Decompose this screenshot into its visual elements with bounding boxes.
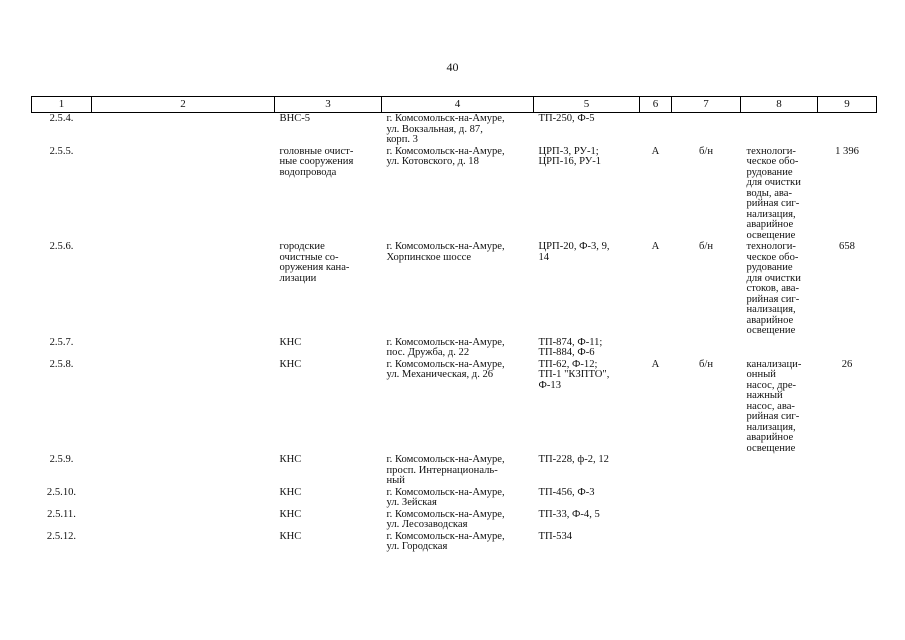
item-number-cell: 2.5.7. bbox=[49, 336, 74, 348]
facility-name-cell: ВНС-5 bbox=[279, 113, 311, 124]
facility-name-cell: городские очистные со- оружения кана- лизации bbox=[279, 241, 350, 284]
column-2-cell bbox=[92, 509, 275, 531]
table-row bbox=[32, 487, 877, 509]
power-source-cell: ЦРП-3, РУ-1; ЦРП-16, РУ-1 bbox=[538, 145, 602, 167]
column-header-7: 7 bbox=[672, 97, 741, 113]
document-cell bbox=[672, 487, 741, 509]
document-cell: б/н bbox=[698, 241, 713, 252]
item-number-cell: 2.5.12. bbox=[46, 530, 77, 542]
table-row bbox=[32, 337, 877, 359]
power-source-cell: ТП-250, Ф-5 bbox=[538, 113, 595, 124]
address-cell: г. Комсомольск-на-Амуре, ул. Зейская bbox=[386, 486, 505, 508]
address-cell: г. Комсомольск-на-Амуре, Хорпинское шоссе bbox=[386, 241, 505, 263]
address-cell: г. Комсомольск-на-Амуре, пос. Дружба, д. 22 bbox=[386, 336, 505, 358]
address-cell: г. Комсомольск-на-Амуре, ул. Котовского, д. 18 bbox=[386, 145, 505, 167]
column-2-cell bbox=[92, 487, 275, 509]
column-header-2: 2 bbox=[92, 97, 275, 113]
load-description-cell bbox=[741, 454, 818, 487]
table-body bbox=[32, 113, 877, 553]
column-header-3: 3 bbox=[275, 97, 382, 113]
column-2-cell bbox=[92, 146, 275, 242]
category-cell bbox=[640, 531, 672, 553]
column-2-cell bbox=[92, 454, 275, 487]
load-description-cell: технологи- ческое обо- рудование для очистки воды, ава- рийная сиг- нализация, аварийное освещение bbox=[746, 145, 801, 241]
power-value-cell: 26 bbox=[841, 358, 853, 370]
facility-name-cell: КНС bbox=[279, 508, 302, 520]
category-cell bbox=[640, 113, 672, 146]
power-value-cell bbox=[818, 337, 877, 359]
table-row bbox=[32, 509, 877, 531]
load-description-cell: канализаци- онный насос, дре- нажный насос, ава- рийная сиг- нализация, аварийное освещение bbox=[746, 358, 802, 454]
facility-name-cell: КНС bbox=[279, 336, 302, 348]
table-row bbox=[32, 454, 877, 487]
document-cell bbox=[672, 531, 741, 553]
power-source-cell: ЦРП-20, Ф-3, 9, 14 bbox=[538, 241, 610, 263]
load-description-cell: технологи- ческое обо- рудование для очистки стоков, ава- рийная сиг- нализация, аварийное освещение bbox=[746, 241, 801, 336]
load-description-cell bbox=[741, 487, 818, 509]
address-cell: г. Комсомольск-на-Амуре, ул. Городская bbox=[386, 530, 505, 552]
power-value-cell: 658 bbox=[839, 241, 855, 252]
column-2-cell bbox=[92, 337, 275, 359]
item-number-cell: 2.5.11. bbox=[47, 508, 76, 520]
address-cell: г. Комсомольск-на-Амуре, ул. Лесозаводская bbox=[386, 508, 505, 530]
power-source-cell: ТП-874, Ф-11; ТП-884, Ф-6 bbox=[538, 336, 603, 358]
category-cell bbox=[640, 509, 672, 531]
column-2-cell bbox=[92, 113, 275, 146]
header-row bbox=[32, 97, 877, 113]
document-cell bbox=[672, 113, 741, 146]
power-source-cell: ТП-33, Ф-4, 5 bbox=[538, 508, 600, 520]
facility-name-cell: КНС bbox=[279, 454, 302, 465]
table-row bbox=[32, 146, 877, 242]
category-cell bbox=[640, 454, 672, 487]
item-number-cell: 2.5.9. bbox=[49, 454, 74, 465]
item-number-cell: 2.5.5. bbox=[49, 145, 74, 157]
category-cell bbox=[640, 337, 672, 359]
load-description-cell bbox=[741, 509, 818, 531]
facilities-table bbox=[31, 96, 877, 553]
table-header bbox=[32, 97, 877, 113]
document-cell: б/н bbox=[698, 145, 713, 157]
column-header-8: 8 bbox=[741, 97, 818, 113]
column-header-6: 6 bbox=[640, 97, 672, 113]
facility-name-cell: КНС bbox=[279, 486, 302, 498]
category-cell: А bbox=[651, 145, 660, 157]
address-cell: г. Комсомольск-на-Амуре, ул. Вокзальная, д. 87, корп. 3 bbox=[386, 113, 505, 145]
power-value-cell bbox=[818, 487, 877, 509]
power-value-cell bbox=[818, 531, 877, 553]
item-number-cell: 2.5.8. bbox=[49, 358, 74, 370]
column-header-9: 9 bbox=[818, 97, 877, 113]
category-cell: А bbox=[651, 241, 660, 252]
facility-name-cell: головные очист- ные сооружения водопровода bbox=[279, 145, 354, 178]
power-value-cell bbox=[818, 509, 877, 531]
item-number-cell: 2.5.10. bbox=[46, 486, 77, 498]
page-number: 40 bbox=[446, 60, 459, 74]
power-source-cell: ТП-228, ф-2, 12 bbox=[538, 454, 609, 465]
power-source-cell: ТП-534 bbox=[538, 530, 573, 542]
power-value-cell bbox=[818, 113, 877, 146]
table-row bbox=[32, 359, 877, 455]
power-value-cell: 1 396 bbox=[835, 145, 859, 157]
column-2-cell bbox=[92, 359, 275, 455]
power-source-cell: ТП-456, Ф-3 bbox=[538, 486, 595, 498]
address-cell: г. Комсомольск-на-Амуре, просп. Интернациональ- ный bbox=[386, 454, 505, 486]
column-header-4: 4 bbox=[382, 97, 534, 113]
load-description-cell bbox=[741, 113, 818, 146]
item-number-cell: 2.5.6. bbox=[49, 241, 74, 252]
category-cell: А bbox=[651, 358, 660, 370]
load-description-cell bbox=[741, 337, 818, 359]
table-row bbox=[32, 113, 877, 146]
item-number-cell: 2.5.4. bbox=[49, 113, 74, 124]
column-2-cell bbox=[92, 531, 275, 553]
category-cell bbox=[640, 487, 672, 509]
column-2-cell bbox=[92, 241, 275, 337]
document-cell: б/н bbox=[698, 358, 713, 370]
facility-name-cell: КНС bbox=[279, 530, 302, 542]
column-header-5: 5 bbox=[534, 97, 640, 113]
load-description-cell bbox=[741, 531, 818, 553]
table-row bbox=[32, 531, 877, 553]
document-cell bbox=[672, 509, 741, 531]
power-value-cell bbox=[818, 454, 877, 487]
facility-name-cell: КНС bbox=[279, 358, 302, 370]
power-source-cell: ТП-62, Ф-12; ТП-1 "КЗПТО", Ф-13 bbox=[538, 358, 610, 391]
table-row bbox=[32, 241, 877, 337]
document-cell bbox=[672, 454, 741, 487]
document-cell bbox=[672, 337, 741, 359]
address-cell: г. Комсомольск-на-Амуре, ул. Механическая, д. 26 bbox=[386, 358, 505, 380]
column-header-1: 1 bbox=[32, 97, 92, 113]
